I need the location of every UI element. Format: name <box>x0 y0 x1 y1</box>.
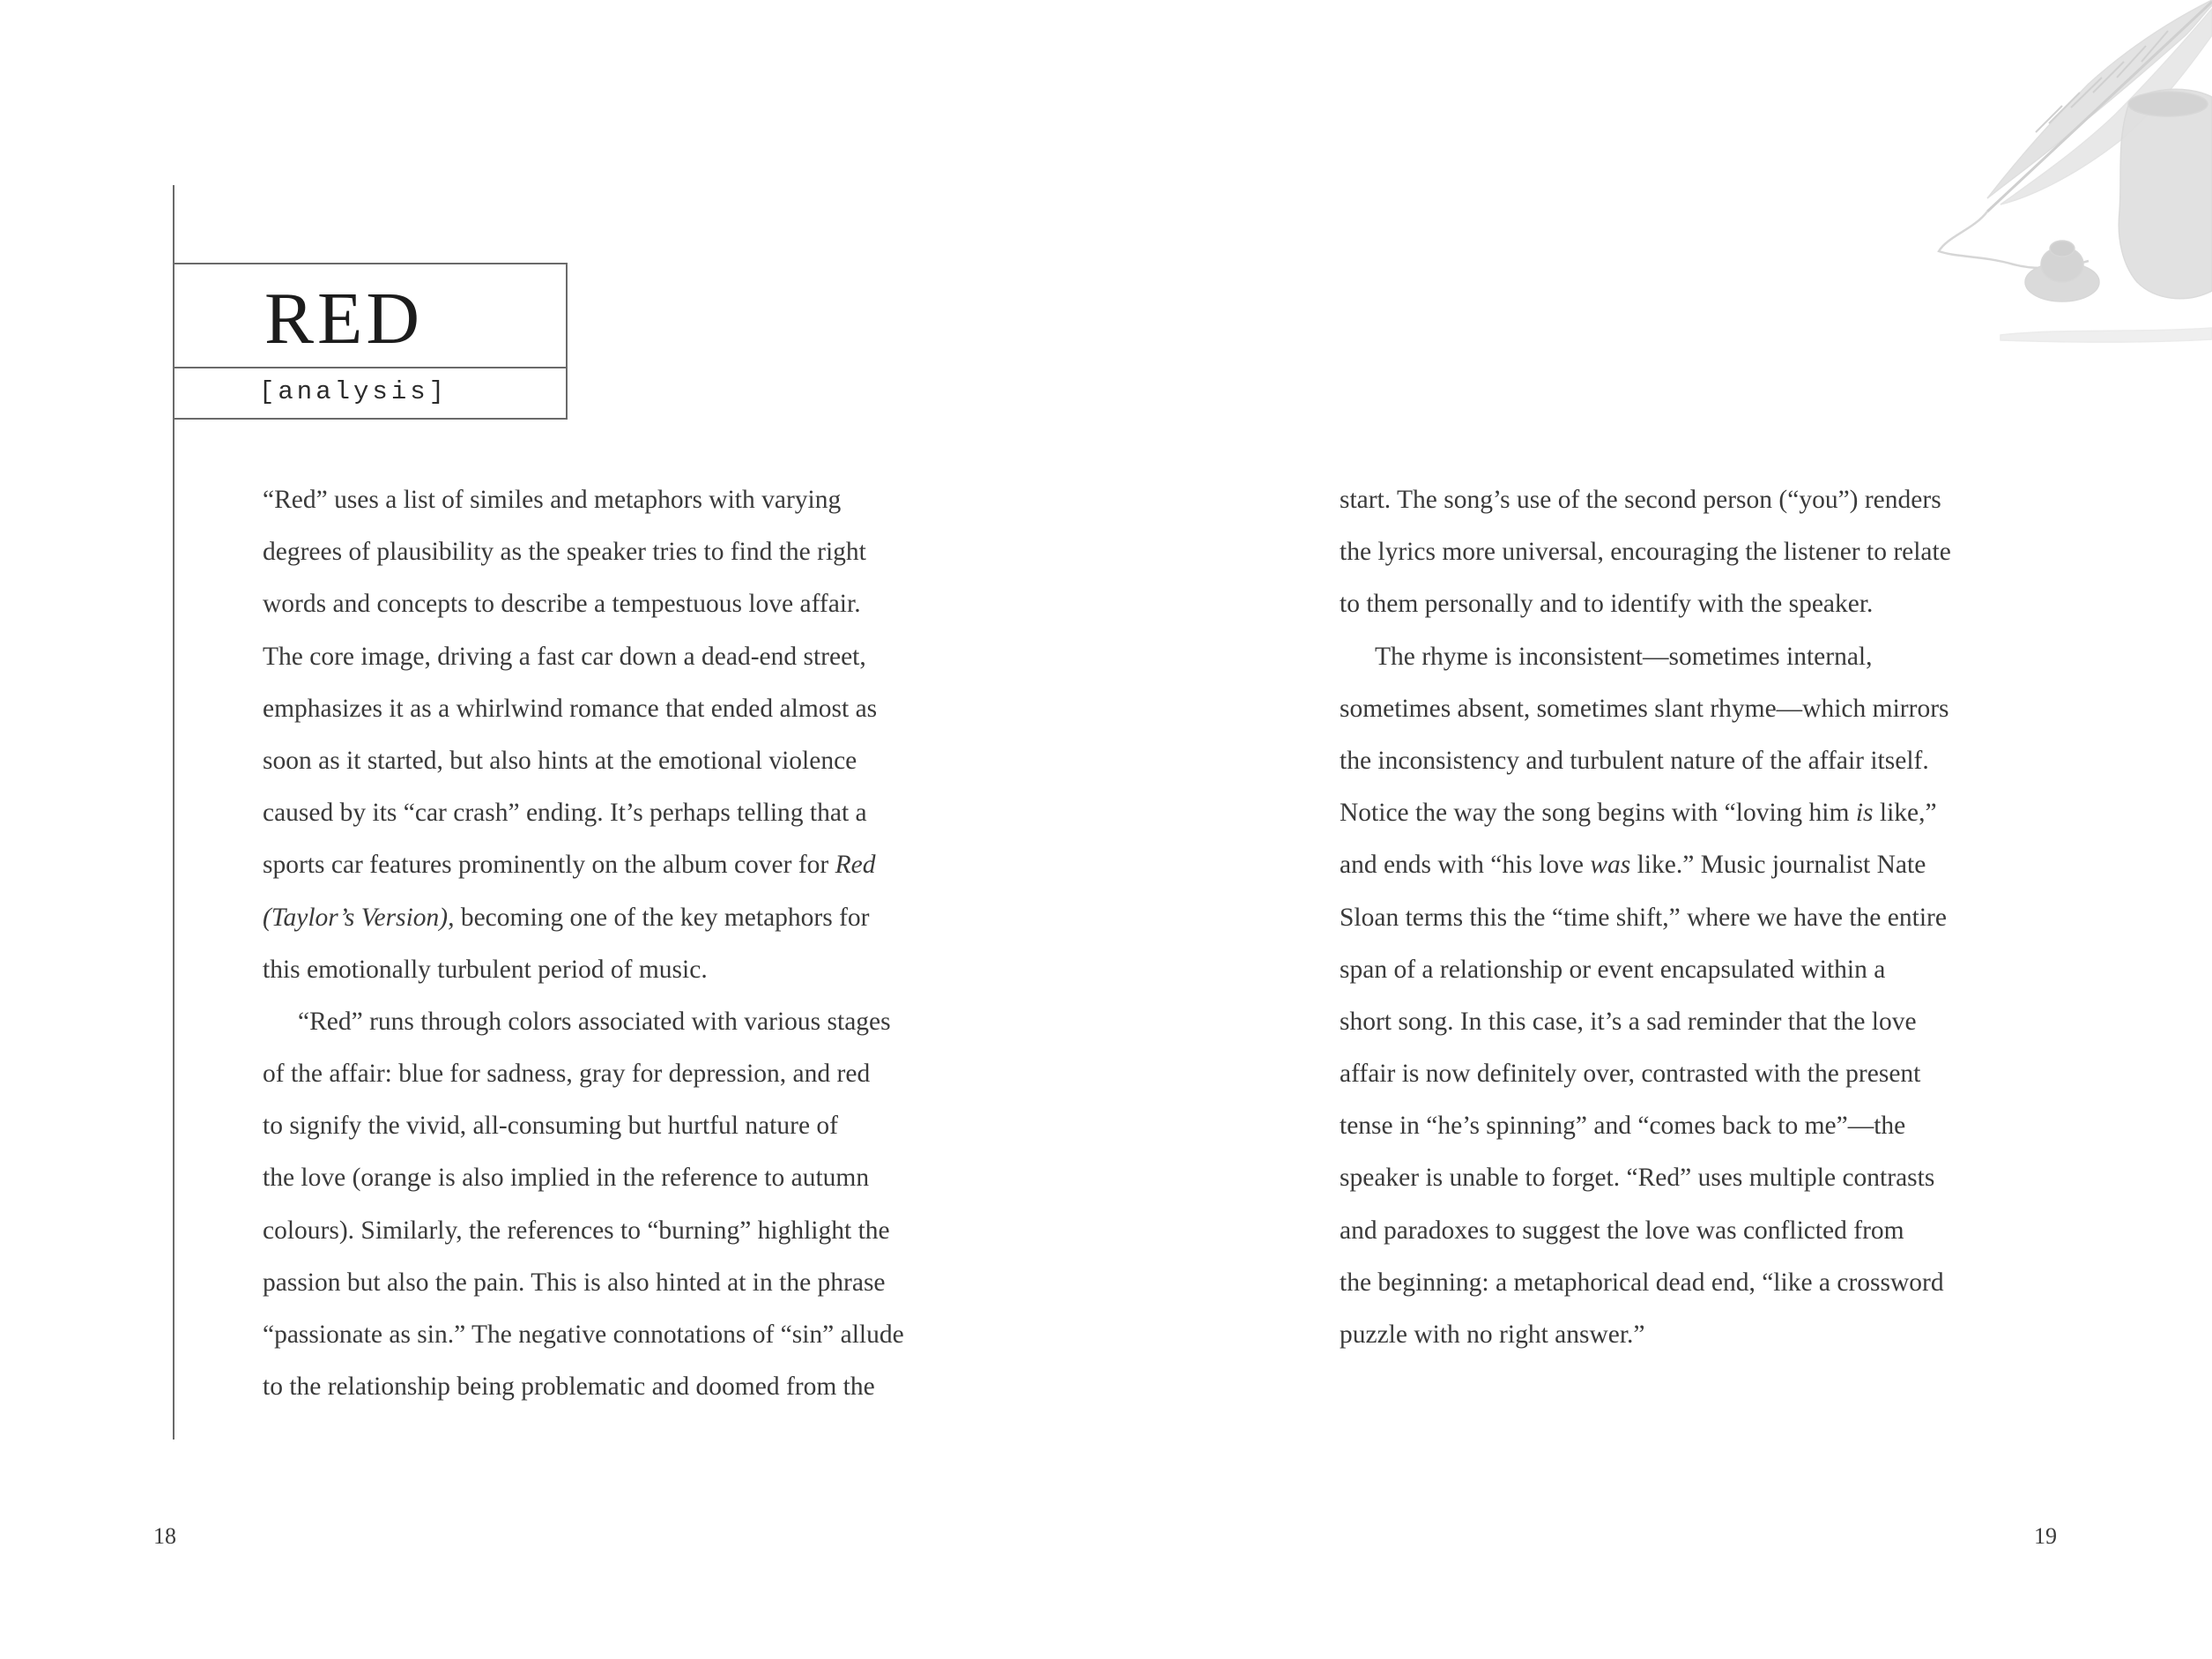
quill-and-inkwell-icon <box>1798 0 2212 353</box>
text-line: the love (orange is also implied in the reference to autumn <box>263 1164 870 1193</box>
right-text-column <box>1340 474 2009 1361</box>
text-line: the beginning: a metaphorical dead end, “like a crossword <box>1340 1268 1944 1297</box>
text-line: The rhyme is inconsistent—sometimes internal, <box>1375 642 1873 671</box>
text-line: “passionate as sin.” The negative connotations of “sin” allude <box>263 1321 904 1349</box>
text-segment: sports car features prominently on the album cover for <box>263 851 835 880</box>
text-line: “Red” uses a list of similes and metaphors with varying <box>263 486 842 514</box>
text-line: emphasizes it as a whirlwind romance that ended almost as <box>263 694 878 723</box>
text-line: short song. In this case, it’s a sad reminder that the love <box>1340 1007 1917 1036</box>
italic-title: is <box>1855 799 1874 828</box>
text-line: tense in “he’s spinning” and “comes back to me”—the <box>1340 1112 1906 1141</box>
text-segment: like,” <box>1873 799 1937 828</box>
text-line: colours). Similarly, the references to “burning” highlight the <box>263 1216 890 1245</box>
text-line: this emotionally turbulent period of music. <box>263 955 708 984</box>
text-line: degrees of plausibility as the speaker tries to find the right <box>263 538 866 567</box>
italic-title: Red <box>835 851 876 880</box>
text-line: puzzle with no right answer.” <box>1340 1321 1645 1349</box>
text-line: the lyrics more universal, encouraging the listener to relate <box>1340 538 1951 567</box>
chapter-heading-box <box>173 263 568 420</box>
text-segment: like.” Music journalist Nate <box>1630 851 1926 880</box>
chapter-subtitle: [analysis] <box>259 377 449 406</box>
text-line: passion but also the pain. This is also hinted at in the phrase <box>263 1268 886 1297</box>
text-line: span of a relationship or event encapsulated within a <box>1340 955 1886 984</box>
left-text-column <box>263 474 932 1413</box>
text-line <box>263 839 932 891</box>
text-line <box>1340 839 2009 891</box>
page-number-right: 19 <box>2034 1523 2057 1549</box>
text-line: affair is now definitely over, contrasted with the present <box>1340 1060 1921 1089</box>
text-line: speaker is unable to forget. “Red” uses multiple contrasts <box>1340 1164 1935 1193</box>
text-line <box>263 892 932 944</box>
italic-title: was <box>1590 851 1631 880</box>
text-line: to signify the vivid, all-consuming but hurtful nature of <box>263 1112 838 1141</box>
italic-title: (Taylor’s Version), <box>263 903 455 932</box>
text-line: caused by its “car crash” ending. It’s perhaps telling that a <box>263 799 867 828</box>
chapter-title: RED <box>264 278 423 360</box>
text-segment: Notice the way the song begins with “loving him <box>1340 799 1856 828</box>
page-number-left: 18 <box>153 1523 176 1549</box>
text-line: Sloan terms this the “time shift,” where we have the entire <box>1340 903 1947 932</box>
heading-divider <box>174 367 566 368</box>
text-line: and paradoxes to suggest the love was conflicted from <box>1340 1216 1904 1245</box>
text-line: start. The song’s use of the second person (“you”) renders <box>1340 486 1941 514</box>
text-segment: becoming one of the key metaphors for <box>454 903 870 932</box>
text-line: words and concepts to describe a tempestuous love affair. <box>263 590 861 619</box>
text-line: soon as it started, but also hints at the emotional violence <box>263 746 857 775</box>
text-line: “Red” runs through colors associated with various stages <box>298 1007 891 1036</box>
text-segment: and ends with “his love <box>1340 851 1591 880</box>
text-line: to them personally and to identify with the speaker. <box>1340 590 1874 619</box>
text-line: sometimes absent, sometimes slant rhyme—which mirrors <box>1340 694 1949 723</box>
text-line: of the affair: blue for sadness, gray for depression, and red <box>263 1060 871 1089</box>
text-line: to the relationship being problematic and doomed from the <box>263 1373 875 1402</box>
text-line: the inconsistency and turbulent nature of the affair itself. <box>1340 746 1929 775</box>
text-line <box>1340 787 2009 839</box>
text-line: The core image, driving a fast car down a dead-end street, <box>263 642 866 671</box>
